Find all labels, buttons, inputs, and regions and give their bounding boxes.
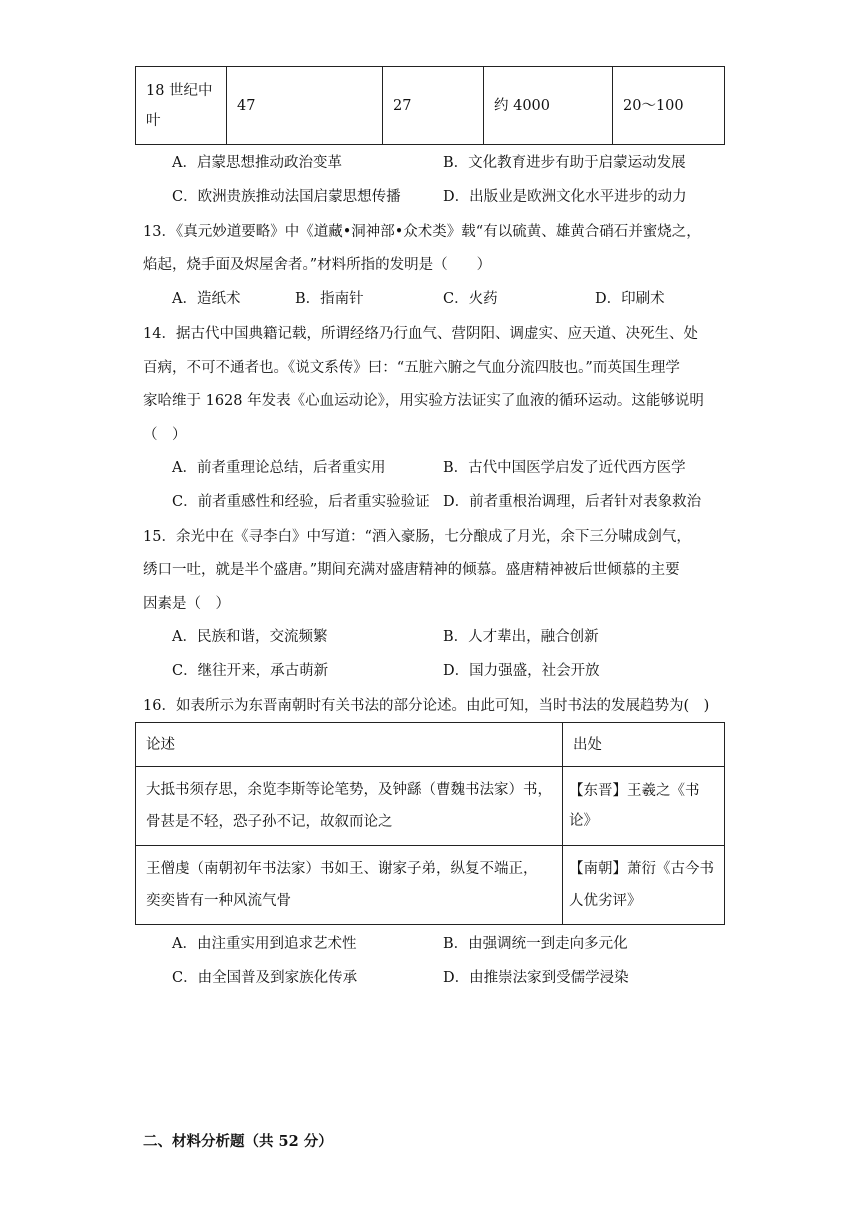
cell-text-line: 大抵书须存思，余览李斯等论笔势，及钟繇（曹魏书法家）书， bbox=[146, 782, 552, 798]
cell-text: 【东晋】王羲之《书论》 bbox=[569, 783, 700, 829]
table-cell bbox=[613, 67, 725, 145]
q12-option-a: A．启蒙思想推动政治变革 bbox=[172, 155, 342, 171]
table-cell bbox=[563, 767, 725, 846]
q14-option-c: C．前者重感性和经验，后者重实验验证 bbox=[172, 494, 430, 510]
q16-option-a: A．由注重实用到追求艺术性 bbox=[172, 936, 357, 952]
q15-option-d: D．国力强盛，社会开放 bbox=[443, 663, 600, 679]
header-text: 出处 bbox=[573, 736, 602, 753]
q16-table bbox=[135, 722, 725, 925]
q14-stem-line4: （ ） bbox=[143, 427, 187, 443]
q16-option-d: D．由推崇法家到受儒学浸染 bbox=[443, 970, 629, 986]
cell-text-line: 【南朝】萧衍《古今书 bbox=[569, 861, 714, 877]
cell-text: 27 bbox=[393, 97, 412, 114]
table-header-cell bbox=[563, 723, 725, 767]
q14-stem-line3: 家哈维于 1628 年发表《心血运动论》，用实验方法证实了血液的循环运动。这能够说明 bbox=[143, 393, 704, 409]
table-header-cell bbox=[136, 723, 563, 767]
cell-text: 18 世纪中叶 bbox=[146, 82, 213, 129]
table-row bbox=[136, 767, 725, 846]
q12-option-c: C．欧洲贵族推动法国启蒙思想传播 bbox=[172, 189, 401, 205]
q15-stem-line1: 15．余光中在《寻李白》中写道：“酒入豪肠，七分酿成了月光，余下三分啸成剑气， bbox=[143, 529, 691, 545]
cell-text: 47 bbox=[237, 97, 256, 114]
q15-stem-line2: 绣口一吐，就是半个盛唐。”期间充满对盛唐精神的倾慕。盛唐精神被后世倾慕的主要 bbox=[143, 562, 680, 578]
table-cell bbox=[484, 67, 613, 145]
table-cell bbox=[227, 67, 383, 145]
q16-stem-line1: 16．如表所示为东晋南朝时有关书法的部分论述。由此可知，当时书法的发展趋势为( ) bbox=[143, 698, 710, 714]
q15-option-a: A．民族和谐，交流频繁 bbox=[172, 629, 328, 645]
table-row bbox=[136, 846, 725, 925]
q16-option-c: C．由全国普及到家族化传承 bbox=[172, 970, 358, 986]
table-cell bbox=[383, 67, 484, 145]
cell-text-line: 奕奕皆有一种风流气骨 bbox=[146, 893, 291, 909]
cell-text: 约 4000 bbox=[494, 97, 551, 114]
q16-option-b: B．由强调统一到走向多元化 bbox=[443, 936, 628, 952]
cell-text-line: 骨甚是不轻，恐子孙不记，故叙而论之 bbox=[146, 814, 393, 830]
table-cell bbox=[136, 67, 227, 145]
table-row bbox=[136, 67, 725, 145]
table-cell bbox=[136, 846, 563, 925]
q13-stem-line1: 13．《真元妙道要略》中《道藏•洞神部•众术类》载“有以硫黄、雄黄合硝石并蜜烧之， bbox=[143, 224, 701, 240]
q15-stem-line3: 因素是（ ） bbox=[143, 596, 230, 612]
q14-stem-line1: 14．据古代中国典籍记载，所谓经络乃行血气、营阴阳、调虚实、应天道、决死生、处 bbox=[143, 326, 698, 342]
table-header-row bbox=[136, 723, 725, 767]
q14-option-a: A．前者重理论总结，后者重实用 bbox=[172, 460, 386, 476]
top-data-table bbox=[135, 66, 725, 145]
q14-option-b: B．古代中国医学启发了近代西方医学 bbox=[443, 460, 686, 476]
q12-option-d: D．出版业是欧洲文化水平进步的动力 bbox=[443, 189, 687, 205]
q14-stem-line2: 百病，不可不通者也。《说文系传》曰：“五脏六腑之气血分流四肢也。”而英国生理学 bbox=[143, 360, 680, 376]
q15-option-c: C．继往开来，承古萌新 bbox=[172, 663, 329, 679]
table-cell bbox=[563, 846, 725, 925]
q13-option-d: D．印刷术 bbox=[595, 291, 665, 307]
table-cell bbox=[136, 767, 563, 846]
q13-option-c: C．火药 bbox=[443, 291, 498, 307]
section-heading: 二、材料分析题（共 52 分） bbox=[143, 1133, 333, 1150]
q15-option-b: B．人才辈出，融合创新 bbox=[443, 629, 599, 645]
q14-option-d: D．前者重根治调理，后者针对表象救治 bbox=[443, 494, 702, 510]
cell-text: 20～100 bbox=[623, 97, 684, 114]
q13-option-a: A．造纸术 bbox=[172, 291, 241, 307]
q13-option-b: B．指南针 bbox=[295, 291, 364, 307]
q12-option-b: B．文化教育进步有助于启蒙运动发展 bbox=[443, 155, 686, 171]
cell-text-line: 王僧虔（南朝初年书法家）书如王、谢家子弟，纵复不端正， bbox=[146, 861, 538, 877]
header-text: 论述 bbox=[146, 736, 175, 753]
cell-text-line: 人优劣评》 bbox=[569, 893, 642, 909]
q13-stem-line2: 焰起，烧手面及烬屋舍者。”材料所指的发明是（ ） bbox=[143, 257, 492, 273]
